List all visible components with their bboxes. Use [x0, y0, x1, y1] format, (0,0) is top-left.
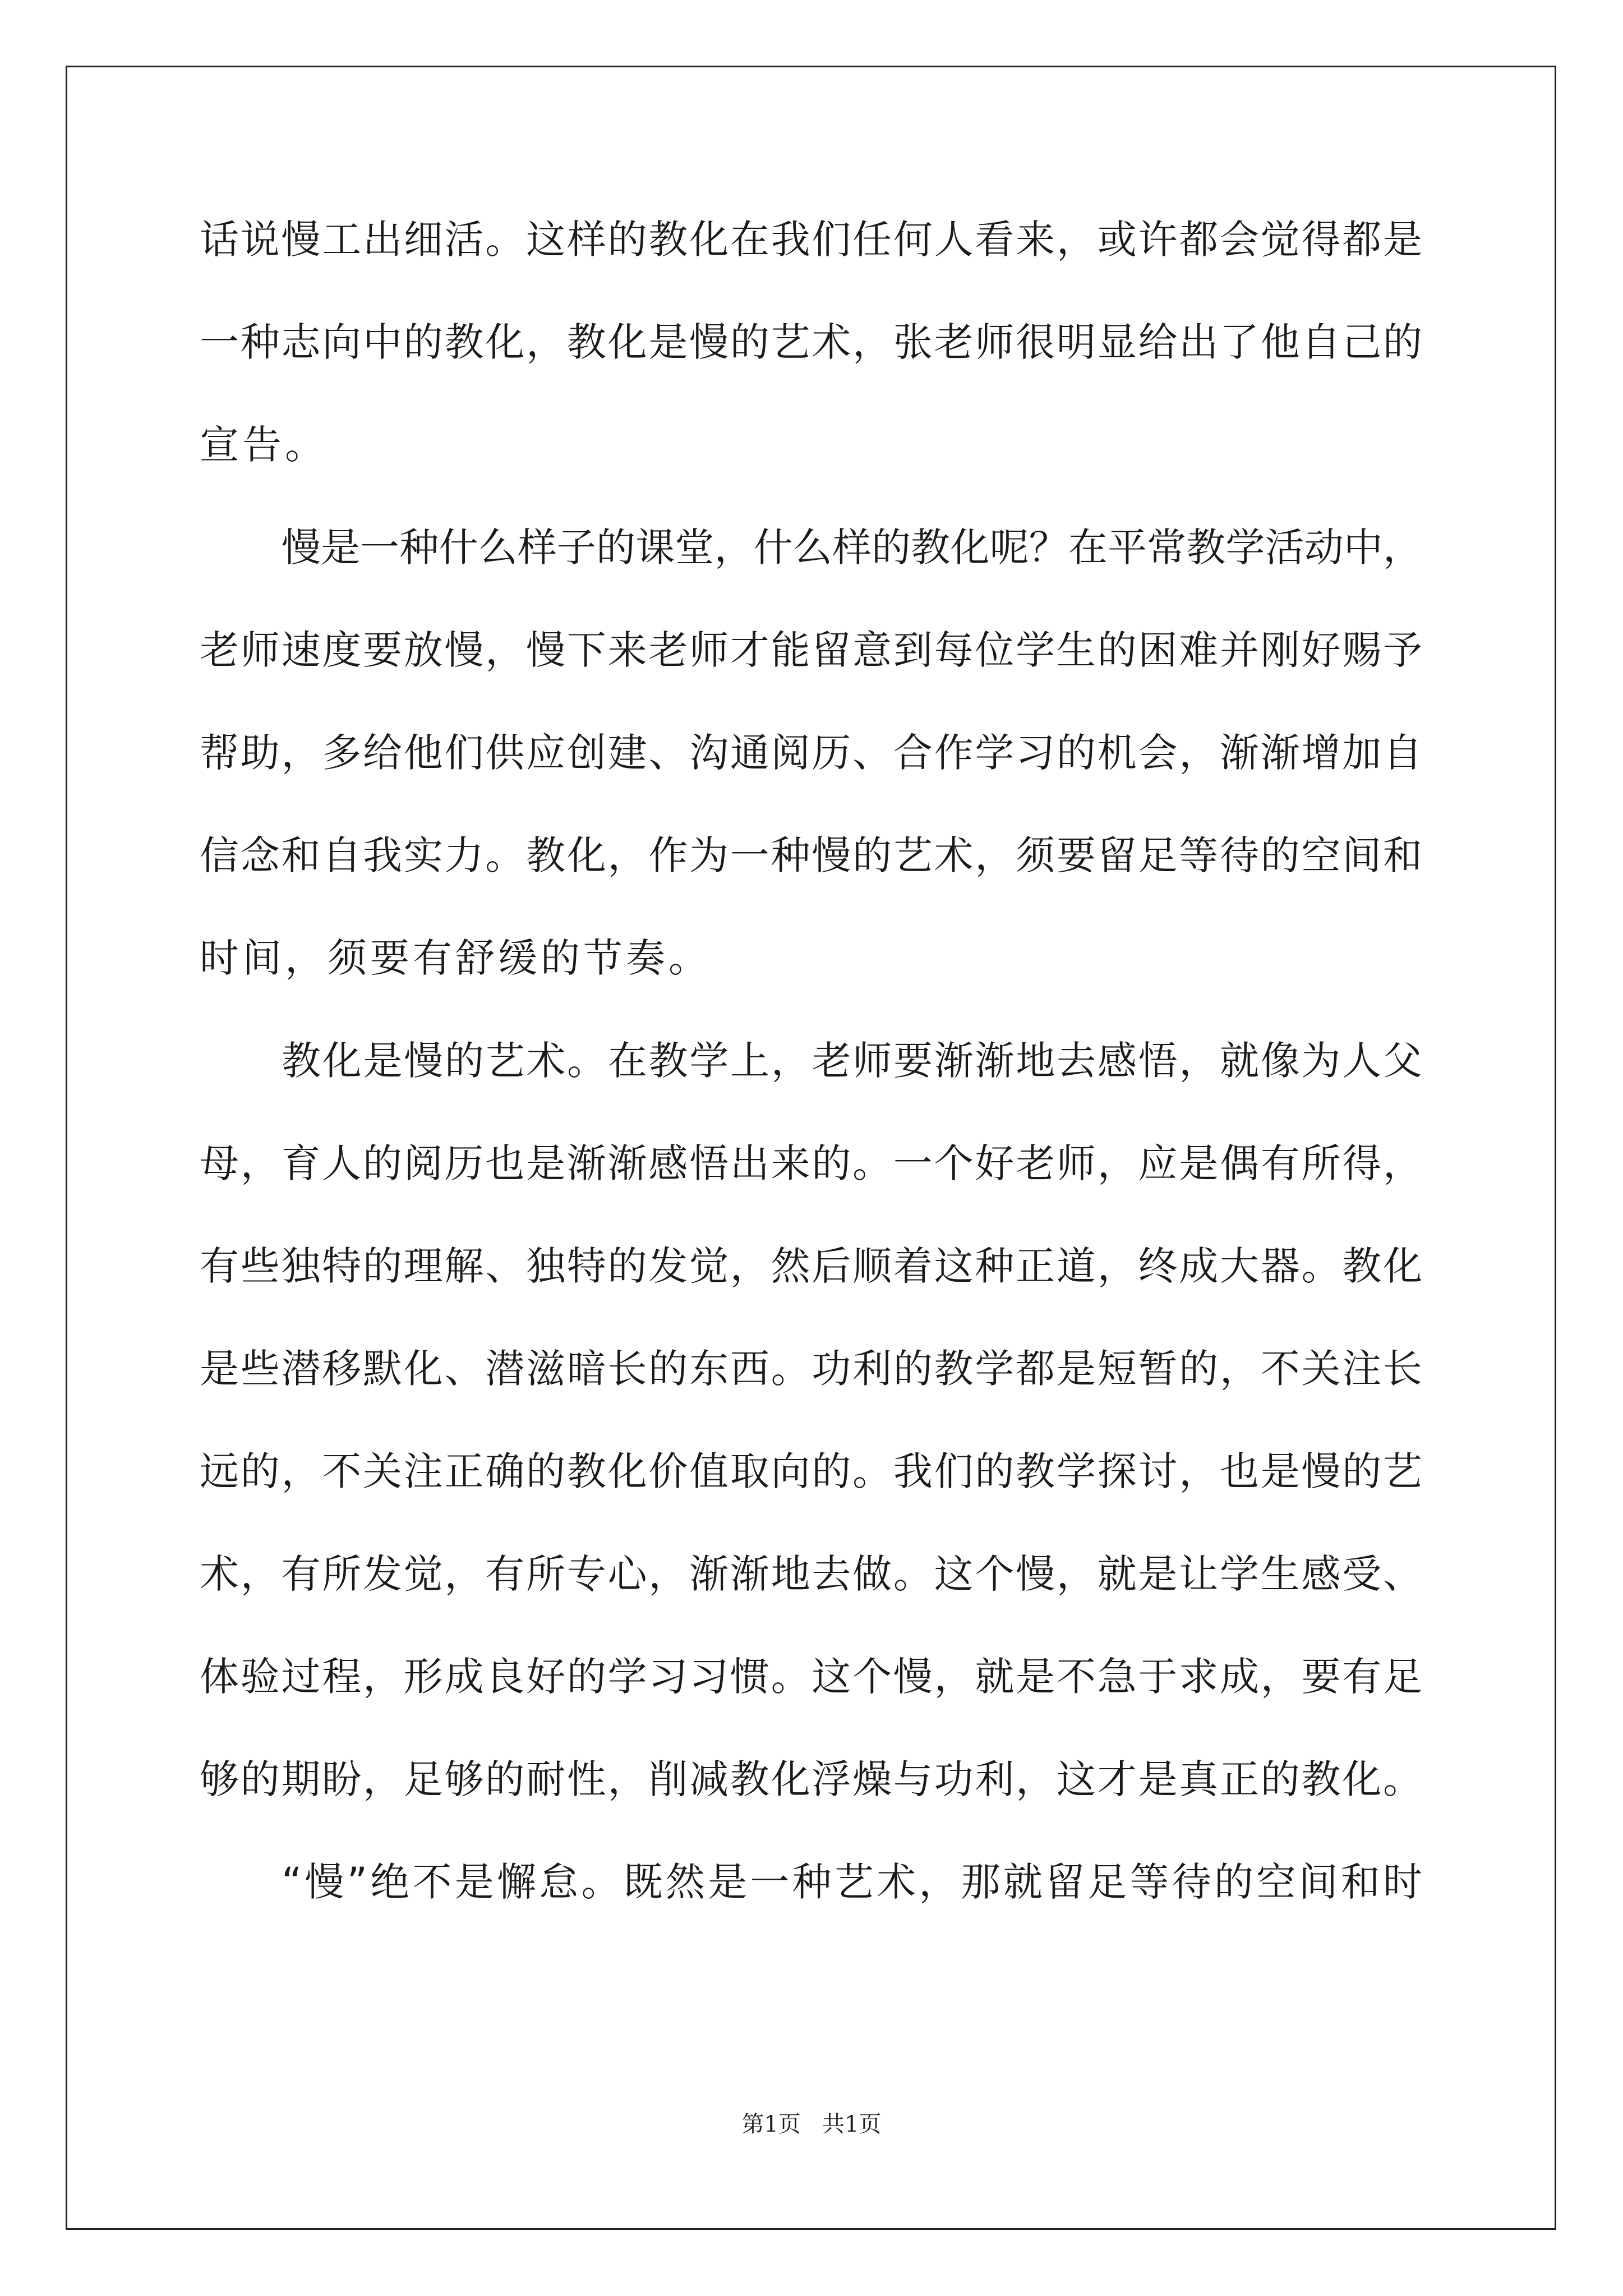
text-line: 时间，须要有舒缓的节奏。 [200, 935, 711, 981]
paragraph-start-line: 教化是慢的艺术。在教学上，老师要渐渐地去感悟，就像为人父 [282, 1038, 1422, 1084]
text-line: 体验过程，形成良好的学习习惯。这个慢，就是不急于求成，要有足 [200, 1654, 1422, 1700]
text-line: 术，有所发觉，有所专心，渐渐地去做。这个慢，就是让学生感受、 [200, 1551, 1422, 1597]
page-footer: 第1页 共1页 [741, 2111, 882, 2137]
text-line: 母，育人的阅历也是渐渐感悟出来的。一个好老师，应是偶有所得， [200, 1140, 1422, 1186]
text-line: 老师速度要放慢，慢下来老师才能留意到每位学生的困难并刚好赐予 [200, 627, 1422, 673]
text-line: 信念和自我实力。教化，作为一种慢的艺术，须要留足等待的空间和 [200, 832, 1422, 878]
paragraph-start-line: “慢”绝不是懈怠。既然是一种艺术，那就留足等待的空间和时 [282, 1859, 1422, 1905]
paragraph-start-line: 慢是一种什么样子的课堂，什么样的教化呢？在平常教学活动中， [282, 524, 1422, 570]
text-line: 帮助，多给他们供应创建、沟通阅历、合作学习的机会，渐渐增加自 [200, 730, 1422, 776]
text-line: 一种志向中的教化，教化是慢的艺术，张老师很明显给出了他自己的 [200, 319, 1422, 365]
text-line: 是些潜移默化、潜滋暗长的东西。功利的教学都是短暂的，不关注长 [200, 1346, 1422, 1392]
text-line: 宣告。 [200, 422, 328, 468]
text-line: 远的，不关注正确的教化价值取向的。我们的教学探讨，也是慢的艺 [200, 1448, 1422, 1494]
document-body [200, 217, 1422, 1965]
text-line: 够的期盼，足够的耐性，削减教化浮燥与功利，这才是真正的教化。 [200, 1756, 1422, 1802]
text-line: 话说慢工出细活。这样的教化在我们任何人看来，或许都会觉得都是 [200, 217, 1422, 263]
text-line: 有些独特的理解、独特的发觉，然后顺着这种正道，终成大器。教化 [200, 1243, 1422, 1289]
